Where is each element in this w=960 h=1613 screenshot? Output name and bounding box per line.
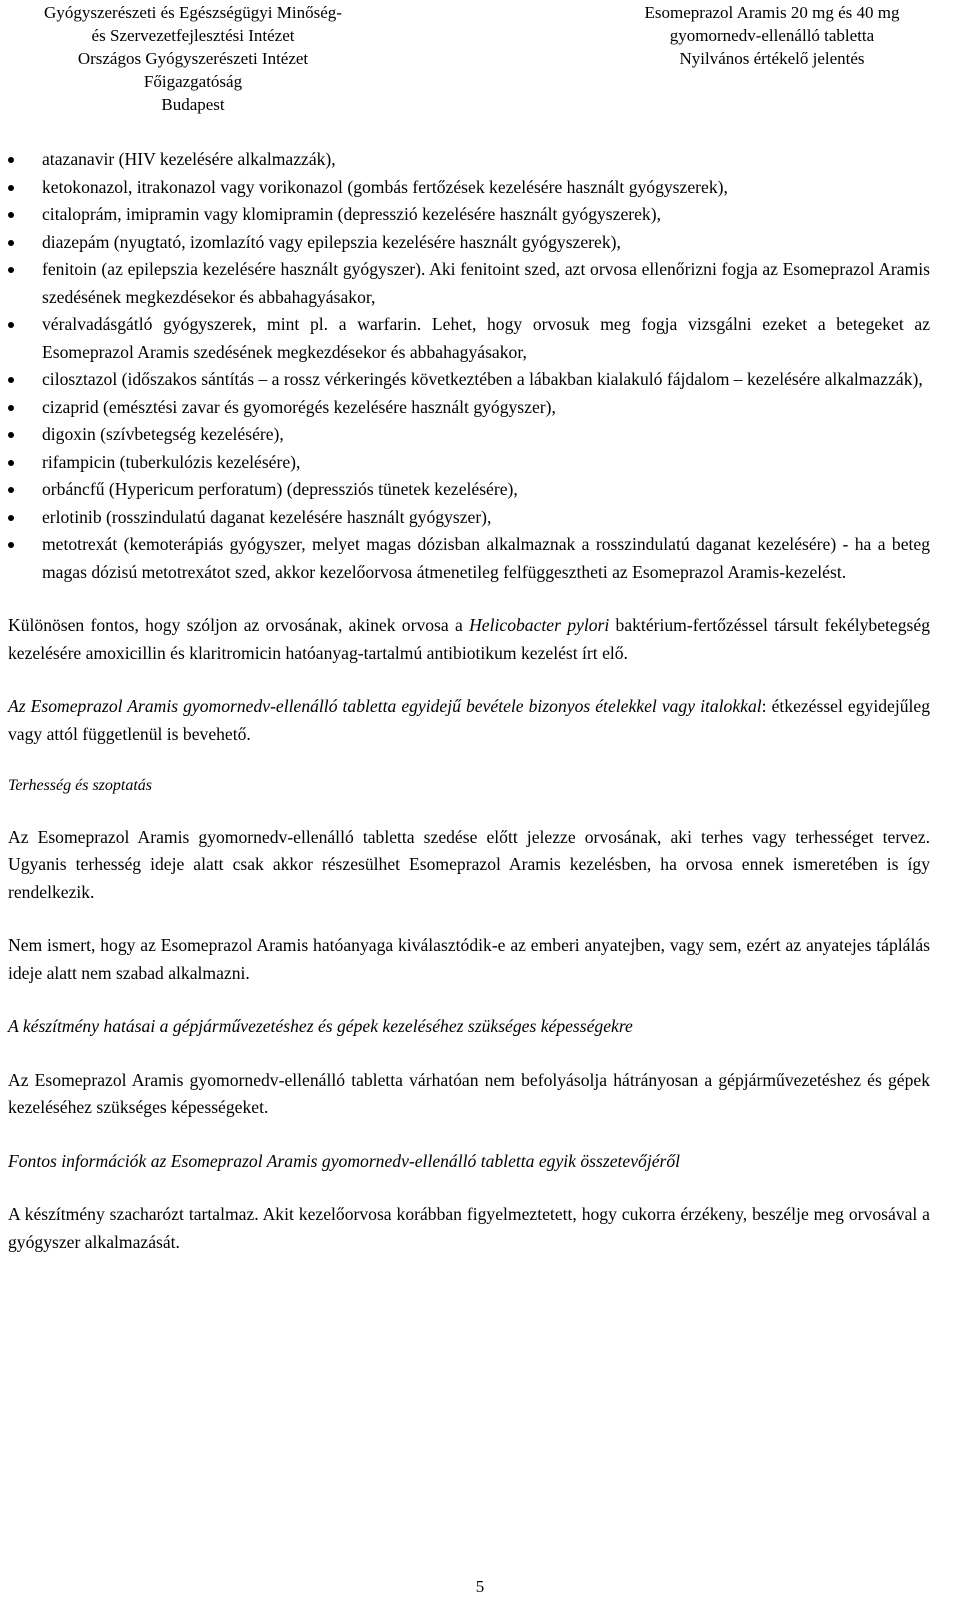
list-item: cilosztazol (időszakos sántítás – a rossz vérkeringés következtében a lábakban kialakuló fájdalom – kezelésére alkalmazzák), — [8, 366, 930, 394]
header-left-line: Budapest — [161, 95, 225, 114]
bullet-icon — [8, 212, 14, 218]
header-left-line: Gyógyszerészeti és Egészségügyi Minőség- — [44, 3, 342, 22]
list-item: véralvadásgátló gyógyszerek, mint pl. a warfarin. Lehet, hogy orvosuk meg fogja vizsgálni ezeket a betegeket az Esomeprazol Aramis szedésének megkezdésekor és abbahagyásakor, — [8, 311, 930, 366]
pregnancy-paragraph: Az Esomeprazol Aramis gyomornedv-ellenálló tabletta szedése előtt jelezze orvosának, aki terhes vagy terhességet tervez. Ugyanis terhesség ideje alatt csak akkor részesülhet Esomeprazol Aramis kezelésben, ha orvosa ennek ismeretében is így rendelkezik. — [8, 826, 930, 902]
list-item: metotrexát (kemoterápiás gyógyszer, melyet magas dózisban alkalmaznak a rosszindulatú daganat kezelésére) - ha a beteg magas dózisú metotrexátot szed, akkor kezelőorvosa átmenetileg felfüggesztheti az Esomeprazol Aramis-kezelést. — [8, 531, 930, 586]
list-item: erlotinib (rosszindulatú daganat kezelésére használt gyógyszer), — [8, 504, 930, 532]
bullet-icon — [8, 377, 14, 383]
list-item: ketokonazol, itrakonazol vagy vorikonazol (gombás fertőzések kezelésére használt gyógyszerek), — [8, 174, 930, 202]
header-right-line: gyomornedv-ellenálló tabletta — [669, 26, 875, 45]
list-item: digoxin (szívbetegség kezelésére), — [8, 421, 930, 449]
header-product — [612, 1, 932, 70]
list-item: atazanavir (HIV kezelésére alkalmazzák), — [8, 146, 930, 174]
header-right-line: Esomeprazol Aramis 20 mg és 40 mg — [644, 3, 900, 22]
helicobacter-paragraph: Különösen fontos, hogy szóljon az orvosának, akinek orvosa a Helicobacter pylori baktérium-fertőzéssel társult fekélybetegség kezelésére amoxicillin és klaritromicin hatóanyag-tartalmú antibiotikum kezelést írt elő. — [8, 615, 930, 663]
bullet-icon — [8, 460, 14, 466]
bullet-icon — [8, 405, 14, 411]
ingredient-paragraph: A készítmény szacharózt tartalmaz. Akit kezelőorvosa korábban figyelmeztetett, hogy cukorra érzékeny, beszélje meg orvosával a gyógyszer alkalmazását. — [8, 1204, 930, 1252]
list-item: diazepám (nyugtató, izomlazító vagy epilepszia kezelésére használt gyógyszerek), — [8, 229, 930, 257]
bullet-icon — [8, 267, 14, 273]
header-institute — [8, 1, 378, 116]
bullet-icon — [8, 322, 14, 328]
bullet-icon — [8, 432, 14, 438]
list-item: orbáncfű (Hypericum perforatum) (depressziós tünetek kezelésére), — [8, 476, 930, 504]
page-header — [0, 0, 960, 120]
list-item: fenitoin (az epilepszia kezelésére használt gyógyszer). Aki fenitoint szed, azt orvosa ellenőrizni fogja az Esomeprazol Aramis szedésének megkezdésekor és abbahagyásakor, — [8, 256, 930, 311]
header-left-line: Országos Gyógyszerészeti Intézet — [77, 49, 309, 68]
bullet-icon — [8, 157, 14, 163]
bullet-icon — [8, 487, 14, 493]
list-item: rifampicin (tuberkulózis kezelésére), — [8, 449, 930, 477]
header-left-line: és Szervezetfejlesztési Intézet — [91, 26, 295, 45]
bullet-icon — [8, 515, 14, 521]
header-right-line: Nyilvános értékelő jelentés — [679, 49, 865, 68]
driving-heading: A készítmény hatásai a gépjárművezetéshez és gépek kezeléséhez szükséges képességekre — [8, 1016, 633, 1036]
document-body — [8, 146, 930, 1256]
header-left-line: Főigazgatóság — [143, 72, 243, 91]
interaction-list — [8, 146, 930, 586]
list-item: cizaprid (emésztési zavar és gyomorégés kezelésére használt gyógyszer), — [8, 394, 930, 422]
page-number: 5 — [475, 1577, 485, 1596]
pregnancy-heading: Terhesség és szoptatás — [8, 777, 153, 794]
food-paragraph: Az Esomeprazol Aramis gyomornedv-ellenálló tabletta egyidejű bevétele bizonyos ételekkel vagy italokkal: étkezéssel egyidejűleg vagy attól függetlenül is bevehető. — [8, 696, 931, 744]
bullet-icon — [8, 542, 14, 548]
breastfeeding-paragraph: Nem ismert, hogy az Esomeprazol Aramis hatóanyaga kiválasztódik-e az emberi anyatejben, vagy sem, ezért az anyatejes táplálás ideje alatt nem szabad alkalmazni. — [8, 935, 930, 983]
list-item: citaloprám, imipramin vagy klomipramin (depresszió kezelésére használt gyógyszerek), — [8, 201, 930, 229]
bullet-icon — [8, 240, 14, 246]
driving-paragraph: Az Esomeprazol Aramis gyomornedv-ellenálló tabletta várhatóan nem befolyásolja hátrányosan a gépjárművezetéshez és gépek kezeléséhez szükséges képességeket. — [8, 1069, 930, 1117]
bullet-icon — [8, 185, 14, 191]
ingredient-heading: Fontos információk az Esomeprazol Aramis gyomornedv-ellenálló tabletta egyik összetevőjéről — [8, 1150, 681, 1171]
